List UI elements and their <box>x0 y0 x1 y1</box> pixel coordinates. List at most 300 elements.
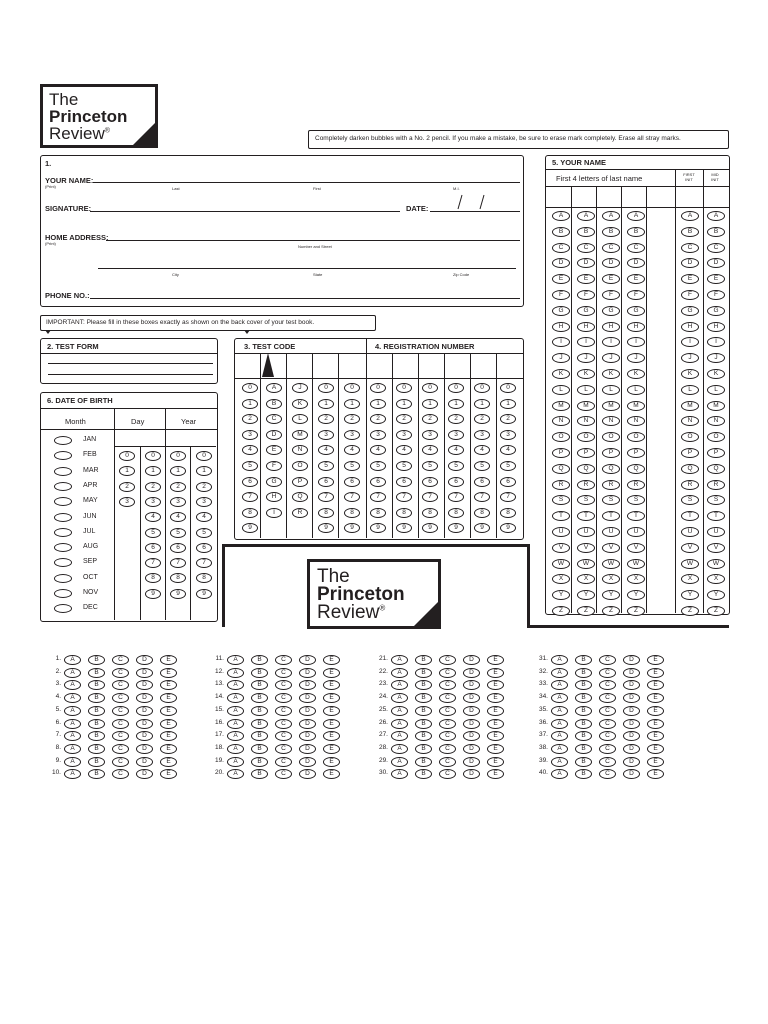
answer-bubble-a[interactable]: A <box>64 769 81 779</box>
name-bubble-f[interactable]: F <box>627 290 645 300</box>
answer-bubble-d[interactable]: D <box>299 744 316 754</box>
test-code-bubble-J[interactable]: J <box>292 383 308 393</box>
name-bubble-c[interactable]: C <box>577 243 595 253</box>
name-bubble-x[interactable]: X <box>577 574 595 584</box>
reg-number-bubble-9[interactable]: 9 <box>448 523 464 533</box>
name-bubble-j[interactable]: J <box>627 353 645 363</box>
date-field[interactable] <box>430 211 520 212</box>
name-bubble-v[interactable]: V <box>681 543 699 553</box>
year2-bubble-3[interactable]: 3 <box>196 497 212 507</box>
answer-bubble-d[interactable]: D <box>623 757 640 767</box>
answer-bubble-c[interactable]: C <box>275 719 292 729</box>
answer-bubble-b[interactable]: B <box>575 706 592 716</box>
answer-bubble-d[interactable]: D <box>299 757 316 767</box>
answer-bubble-e[interactable]: E <box>323 769 340 779</box>
day1-bubble-0[interactable]: 0 <box>119 451 135 461</box>
name-bubble-w[interactable]: W <box>707 559 725 569</box>
reg-number-bubble-3[interactable]: 3 <box>396 430 412 440</box>
answer-bubble-c[interactable]: C <box>599 706 616 716</box>
name-bubble-q[interactable]: Q <box>577 464 595 474</box>
answer-bubble-b[interactable]: B <box>415 706 432 716</box>
answer-bubble-d[interactable]: D <box>299 655 316 665</box>
test-code-bubble-G[interactable]: G <box>266 477 282 487</box>
year1-bubble-4[interactable]: 4 <box>170 512 186 522</box>
answer-bubble-b[interactable]: B <box>575 757 592 767</box>
name-bubble-y[interactable]: Y <box>681 590 699 600</box>
day2-bubble-8[interactable]: 8 <box>145 573 161 583</box>
answer-bubble-a[interactable]: A <box>551 680 568 690</box>
reg-number-bubble-4[interactable]: 4 <box>396 445 412 455</box>
name-bubble-i[interactable]: I <box>602 337 620 347</box>
test-code-bubble-6[interactable]: 6 <box>318 477 334 487</box>
name-bubble-g[interactable]: G <box>552 306 570 316</box>
name-bubble-k[interactable]: K <box>552 369 570 379</box>
reg-number-bubble-7[interactable]: 7 <box>474 492 490 502</box>
answer-bubble-a[interactable]: A <box>391 668 408 678</box>
test-code-bubble-F[interactable]: F <box>266 461 282 471</box>
answer-bubble-e[interactable]: E <box>323 668 340 678</box>
name-bubble-n[interactable]: N <box>552 416 570 426</box>
name-bubble-n[interactable]: N <box>681 416 699 426</box>
answer-bubble-d[interactable]: D <box>136 769 153 779</box>
name-bubble-k[interactable]: K <box>707 369 725 379</box>
answer-bubble-e[interactable]: E <box>160 680 177 690</box>
answer-bubble-d[interactable]: D <box>623 731 640 741</box>
name-bubble-a[interactable]: A <box>552 211 570 221</box>
answer-bubble-d[interactable]: D <box>136 719 153 729</box>
answer-bubble-e[interactable]: E <box>647 668 664 678</box>
name-bubble-c[interactable]: C <box>602 243 620 253</box>
answer-bubble-e[interactable]: E <box>487 680 504 690</box>
test-code-bubble-5[interactable]: 5 <box>318 461 334 471</box>
name-bubble-o[interactable]: O <box>707 432 725 442</box>
test-code-bubble-A[interactable]: A <box>266 383 282 393</box>
name-bubble-g[interactable]: G <box>681 306 699 316</box>
test-code-bubble-I[interactable]: I <box>266 508 282 518</box>
test-code-bubble-6[interactable]: 6 <box>344 477 360 487</box>
name-bubble-a[interactable]: A <box>577 211 595 221</box>
answer-bubble-c[interactable]: C <box>112 706 129 716</box>
answer-bubble-c[interactable]: C <box>439 706 456 716</box>
reg-number-bubble-9[interactable]: 9 <box>474 523 490 533</box>
name-bubble-z[interactable]: Z <box>577 606 595 616</box>
answer-bubble-d[interactable]: D <box>299 719 316 729</box>
name-bubble-z[interactable]: Z <box>627 606 645 616</box>
reg-number-bubble-2[interactable]: 2 <box>422 414 438 424</box>
answer-bubble-c[interactable]: C <box>599 693 616 703</box>
name-bubble-i[interactable]: I <box>552 337 570 347</box>
answer-bubble-e[interactable]: E <box>487 668 504 678</box>
name-bubble-q[interactable]: Q <box>707 464 725 474</box>
answer-bubble-a[interactable]: A <box>391 769 408 779</box>
name-bubble-j[interactable]: J <box>552 353 570 363</box>
name-bubble-y[interactable]: Y <box>602 590 620 600</box>
test-code-bubble-H[interactable]: H <box>266 492 282 502</box>
answer-bubble-e[interactable]: E <box>323 719 340 729</box>
answer-bubble-b[interactable]: B <box>88 693 105 703</box>
answer-bubble-a[interactable]: A <box>64 706 81 716</box>
name-bubble-g[interactable]: G <box>602 306 620 316</box>
name-bubble-y[interactable]: Y <box>552 590 570 600</box>
answer-bubble-c[interactable]: C <box>112 769 129 779</box>
reg-number-bubble-5[interactable]: 5 <box>370 461 386 471</box>
answer-bubble-c[interactable]: C <box>275 706 292 716</box>
answer-bubble-c[interactable]: C <box>599 719 616 729</box>
answer-bubble-a[interactable]: A <box>391 757 408 767</box>
name-bubble-i[interactable]: I <box>681 337 699 347</box>
year1-bubble-3[interactable]: 3 <box>170 497 186 507</box>
year2-bubble-7[interactable]: 7 <box>196 558 212 568</box>
name-bubble-z[interactable]: Z <box>681 606 699 616</box>
answer-bubble-b[interactable]: B <box>88 744 105 754</box>
reg-number-bubble-3[interactable]: 3 <box>422 430 438 440</box>
name-bubble-b[interactable]: B <box>707 227 725 237</box>
name-bubble-g[interactable]: G <box>707 306 725 316</box>
year2-bubble-4[interactable]: 4 <box>196 512 212 522</box>
year2-bubble-2[interactable]: 2 <box>196 482 212 492</box>
name-bubble-q[interactable]: Q <box>602 464 620 474</box>
name-bubble-d[interactable]: D <box>707 258 725 268</box>
answer-bubble-b[interactable]: B <box>251 731 268 741</box>
reg-number-bubble-7[interactable]: 7 <box>370 492 386 502</box>
name-bubble-z[interactable]: Z <box>552 606 570 616</box>
answer-bubble-a[interactable]: A <box>551 757 568 767</box>
reg-number-bubble-6[interactable]: 6 <box>500 477 516 487</box>
answer-bubble-b[interactable]: B <box>575 719 592 729</box>
answer-bubble-c[interactable]: C <box>439 680 456 690</box>
name-bubble-n[interactable]: N <box>627 416 645 426</box>
answer-bubble-d[interactable]: D <box>463 706 480 716</box>
year2-bubble-0[interactable]: 0 <box>196 451 212 461</box>
name-bubble-y[interactable]: Y <box>577 590 595 600</box>
name-bubble-s[interactable]: S <box>577 495 595 505</box>
answer-bubble-c[interactable]: C <box>112 744 129 754</box>
answer-bubble-e[interactable]: E <box>487 744 504 754</box>
answer-bubble-d[interactable]: D <box>463 655 480 665</box>
test-code-bubble-E[interactable]: E <box>266 445 282 455</box>
answer-bubble-c[interactable]: C <box>599 731 616 741</box>
name-bubble-e[interactable]: E <box>707 274 725 284</box>
year1-bubble-8[interactable]: 8 <box>170 573 186 583</box>
answer-bubble-b[interactable]: B <box>415 757 432 767</box>
test-code-bubble-3[interactable]: 3 <box>344 430 360 440</box>
name-bubble-s[interactable]: S <box>552 495 570 505</box>
name-bubble-t[interactable]: T <box>681 511 699 521</box>
answer-bubble-b[interactable]: B <box>415 719 432 729</box>
answer-bubble-a[interactable]: A <box>64 680 81 690</box>
name-bubble-v[interactable]: V <box>602 543 620 553</box>
day2-bubble-3[interactable]: 3 <box>145 497 161 507</box>
name-bubble-v[interactable]: V <box>627 543 645 553</box>
name-bubble-x[interactable]: X <box>552 574 570 584</box>
name-bubble-l[interactable]: L <box>681 385 699 395</box>
answer-bubble-e[interactable]: E <box>160 693 177 703</box>
name-bubble-n[interactable]: N <box>707 416 725 426</box>
name-bubble-b[interactable]: B <box>627 227 645 237</box>
answer-bubble-a[interactable]: A <box>227 731 244 741</box>
name-bubble-v[interactable]: V <box>577 543 595 553</box>
answer-bubble-c[interactable]: C <box>275 668 292 678</box>
answer-bubble-e[interactable]: E <box>647 706 664 716</box>
answer-bubble-e[interactable]: E <box>647 731 664 741</box>
answer-bubble-c[interactable]: C <box>275 693 292 703</box>
day2-bubble-7[interactable]: 7 <box>145 558 161 568</box>
reg-number-bubble-0[interactable]: 0 <box>474 383 490 393</box>
day2-bubble-0[interactable]: 0 <box>145 451 161 461</box>
answer-bubble-d[interactable]: D <box>623 668 640 678</box>
answer-bubble-d[interactable]: D <box>463 680 480 690</box>
name-bubble-t[interactable]: T <box>602 511 620 521</box>
name-bubble-m[interactable]: M <box>707 401 725 411</box>
answer-bubble-c[interactable]: C <box>112 757 129 767</box>
name-bubble-a[interactable]: A <box>627 211 645 221</box>
test-code-bubble-7[interactable]: 7 <box>318 492 334 502</box>
answer-bubble-e[interactable]: E <box>487 719 504 729</box>
answer-bubble-b[interactable]: B <box>251 719 268 729</box>
answer-bubble-e[interactable]: E <box>323 655 340 665</box>
reg-number-bubble-6[interactable]: 6 <box>396 477 412 487</box>
name-bubble-s[interactable]: S <box>681 495 699 505</box>
test-code-bubble-5[interactable]: 5 <box>242 461 258 471</box>
answer-bubble-d[interactable]: D <box>136 668 153 678</box>
answer-bubble-d[interactable]: D <box>623 693 640 703</box>
answer-bubble-e[interactable]: E <box>647 719 664 729</box>
test-code-bubble-4[interactable]: 4 <box>344 445 360 455</box>
answer-bubble-b[interactable]: B <box>415 680 432 690</box>
reg-number-bubble-1[interactable]: 1 <box>500 399 516 409</box>
answer-bubble-b[interactable]: B <box>415 744 432 754</box>
answer-bubble-e[interactable]: E <box>647 655 664 665</box>
answer-bubble-d[interactable]: D <box>136 757 153 767</box>
answer-bubble-b[interactable]: B <box>415 668 432 678</box>
name-bubble-h[interactable]: H <box>627 322 645 332</box>
answer-bubble-a[interactable]: A <box>64 693 81 703</box>
name-bubble-w[interactable]: W <box>602 559 620 569</box>
answer-bubble-a[interactable]: A <box>551 655 568 665</box>
test-code-bubble-7[interactable]: 7 <box>242 492 258 502</box>
name-bubble-i[interactable]: I <box>627 337 645 347</box>
name-bubble-e[interactable]: E <box>577 274 595 284</box>
day2-bubble-9[interactable]: 9 <box>145 589 161 599</box>
answer-bubble-a[interactable]: A <box>391 706 408 716</box>
reg-number-bubble-2[interactable]: 2 <box>370 414 386 424</box>
name-bubble-u[interactable]: U <box>627 527 645 537</box>
answer-bubble-b[interactable]: B <box>88 706 105 716</box>
answer-bubble-e[interactable]: E <box>323 757 340 767</box>
month-bubble-mar[interactable] <box>54 467 72 476</box>
answer-bubble-e[interactable]: E <box>323 706 340 716</box>
answer-bubble-c[interactable]: C <box>599 655 616 665</box>
day1-bubble-1[interactable]: 1 <box>119 466 135 476</box>
name-bubble-o[interactable]: O <box>681 432 699 442</box>
reg-number-bubble-1[interactable]: 1 <box>448 399 464 409</box>
answer-bubble-c[interactable]: C <box>275 744 292 754</box>
name-bubble-h[interactable]: H <box>707 322 725 332</box>
answer-bubble-c[interactable]: C <box>112 680 129 690</box>
answer-bubble-a[interactable]: A <box>64 744 81 754</box>
name-bubble-j[interactable]: J <box>577 353 595 363</box>
test-form-field-2[interactable] <box>48 374 213 375</box>
reg-number-bubble-5[interactable]: 5 <box>448 461 464 471</box>
reg-number-bubble-4[interactable]: 4 <box>370 445 386 455</box>
day2-bubble-1[interactable]: 1 <box>145 466 161 476</box>
reg-number-bubble-2[interactable]: 2 <box>396 414 412 424</box>
answer-bubble-e[interactable]: E <box>160 706 177 716</box>
answer-bubble-c[interactable]: C <box>439 769 456 779</box>
test-code-bubble-0[interactable]: 0 <box>242 383 258 393</box>
name-bubble-p[interactable]: P <box>627 448 645 458</box>
answer-bubble-e[interactable]: E <box>487 757 504 767</box>
name-bubble-m[interactable]: M <box>681 401 699 411</box>
answer-bubble-c[interactable]: C <box>439 731 456 741</box>
reg-number-bubble-4[interactable]: 4 <box>474 445 490 455</box>
year1-bubble-2[interactable]: 2 <box>170 482 186 492</box>
year1-bubble-5[interactable]: 5 <box>170 528 186 538</box>
answer-bubble-d[interactable]: D <box>299 693 316 703</box>
answer-bubble-a[interactable]: A <box>551 744 568 754</box>
answer-bubble-b[interactable]: B <box>575 668 592 678</box>
test-code-bubble-3[interactable]: 3 <box>242 430 258 440</box>
answer-bubble-c[interactable]: C <box>275 680 292 690</box>
answer-bubble-d[interactable]: D <box>299 706 316 716</box>
name-bubble-x[interactable]: X <box>707 574 725 584</box>
name-bubble-c[interactable]: C <box>552 243 570 253</box>
name-bubble-m[interactable]: M <box>627 401 645 411</box>
answer-bubble-c[interactable]: C <box>275 757 292 767</box>
reg-number-bubble-7[interactable]: 7 <box>396 492 412 502</box>
answer-bubble-a[interactable]: A <box>391 744 408 754</box>
name-bubble-o[interactable]: O <box>627 432 645 442</box>
name-bubble-a[interactable]: A <box>681 211 699 221</box>
answer-bubble-d[interactable]: D <box>463 757 480 767</box>
answer-bubble-d[interactable]: D <box>463 744 480 754</box>
phone-field[interactable] <box>90 298 520 299</box>
answer-bubble-e[interactable]: E <box>323 731 340 741</box>
answer-bubble-d[interactable]: D <box>623 680 640 690</box>
answer-bubble-a[interactable]: A <box>551 731 568 741</box>
year2-bubble-1[interactable]: 1 <box>196 466 212 476</box>
month-bubble-oct[interactable] <box>54 574 72 583</box>
answer-bubble-c[interactable]: C <box>112 731 129 741</box>
answer-bubble-b[interactable]: B <box>251 680 268 690</box>
reg-number-bubble-9[interactable]: 9 <box>422 523 438 533</box>
name-bubble-p[interactable]: P <box>707 448 725 458</box>
reg-number-bubble-0[interactable]: 0 <box>422 383 438 393</box>
name-bubble-r[interactable]: R <box>577 480 595 490</box>
answer-bubble-b[interactable]: B <box>575 680 592 690</box>
reg-number-bubble-0[interactable]: 0 <box>370 383 386 393</box>
signature-field[interactable] <box>90 211 400 212</box>
test-code-bubble-3[interactable]: 3 <box>318 430 334 440</box>
name-bubble-b[interactable]: B <box>602 227 620 237</box>
answer-bubble-c[interactable]: C <box>439 668 456 678</box>
name-bubble-x[interactable]: X <box>627 574 645 584</box>
name-bubble-s[interactable]: S <box>602 495 620 505</box>
name-bubble-n[interactable]: N <box>577 416 595 426</box>
name-bubble-x[interactable]: X <box>681 574 699 584</box>
answer-bubble-b[interactable]: B <box>251 693 268 703</box>
day2-bubble-4[interactable]: 4 <box>145 512 161 522</box>
answer-bubble-d[interactable]: D <box>299 731 316 741</box>
reg-number-bubble-9[interactable]: 9 <box>396 523 412 533</box>
reg-number-bubble-1[interactable]: 1 <box>474 399 490 409</box>
name-bubble-d[interactable]: D <box>552 258 570 268</box>
name-bubble-u[interactable]: U <box>577 527 595 537</box>
year2-bubble-5[interactable]: 5 <box>196 528 212 538</box>
answer-bubble-d[interactable]: D <box>136 693 153 703</box>
answer-bubble-e[interactable]: E <box>323 744 340 754</box>
name-bubble-p[interactable]: P <box>681 448 699 458</box>
city-state-zip-field[interactable] <box>98 268 516 269</box>
year2-bubble-9[interactable]: 9 <box>196 589 212 599</box>
reg-number-bubble-5[interactable]: 5 <box>500 461 516 471</box>
answer-bubble-a[interactable]: A <box>391 731 408 741</box>
reg-number-bubble-2[interactable]: 2 <box>474 414 490 424</box>
answer-bubble-d[interactable]: D <box>136 706 153 716</box>
test-code-bubble-6[interactable]: 6 <box>242 477 258 487</box>
name-bubble-s[interactable]: S <box>707 495 725 505</box>
name-bubble-k[interactable]: K <box>602 369 620 379</box>
name-bubble-i[interactable]: I <box>577 337 595 347</box>
answer-bubble-d[interactable]: D <box>463 731 480 741</box>
answer-bubble-a[interactable]: A <box>551 668 568 678</box>
name-bubble-g[interactable]: G <box>577 306 595 316</box>
reg-number-bubble-9[interactable]: 9 <box>370 523 386 533</box>
name-bubble-r[interactable]: R <box>552 480 570 490</box>
name-bubble-j[interactable]: J <box>602 353 620 363</box>
name-bubble-r[interactable]: R <box>602 480 620 490</box>
answer-bubble-e[interactable]: E <box>647 744 664 754</box>
answer-bubble-e[interactable]: E <box>487 693 504 703</box>
answer-bubble-c[interactable]: C <box>275 655 292 665</box>
answer-bubble-b[interactable]: B <box>251 757 268 767</box>
answer-bubble-a[interactable]: A <box>64 731 81 741</box>
reg-number-bubble-6[interactable]: 6 <box>422 477 438 487</box>
reg-number-bubble-6[interactable]: 6 <box>474 477 490 487</box>
answer-bubble-a[interactable]: A <box>551 719 568 729</box>
reg-number-bubble-5[interactable]: 5 <box>422 461 438 471</box>
reg-number-bubble-5[interactable]: 5 <box>474 461 490 471</box>
name-bubble-l[interactable]: L <box>627 385 645 395</box>
answer-bubble-b[interactable]: B <box>251 668 268 678</box>
answer-bubble-b[interactable]: B <box>251 655 268 665</box>
year1-bubble-1[interactable]: 1 <box>170 466 186 476</box>
answer-bubble-e[interactable]: E <box>160 668 177 678</box>
name-bubble-l[interactable]: L <box>707 385 725 395</box>
answer-bubble-d[interactable]: D <box>136 731 153 741</box>
answer-bubble-b[interactable]: B <box>575 744 592 754</box>
answer-bubble-a[interactable]: A <box>227 744 244 754</box>
name-bubble-a[interactable]: A <box>707 211 725 221</box>
name-bubble-h[interactable]: H <box>602 322 620 332</box>
name-bubble-t[interactable]: T <box>577 511 595 521</box>
reg-number-bubble-0[interactable]: 0 <box>500 383 516 393</box>
name-bubble-d[interactable]: D <box>577 258 595 268</box>
answer-bubble-a[interactable]: A <box>64 719 81 729</box>
test-form-field-1[interactable] <box>48 363 213 364</box>
name-bubble-q[interactable]: Q <box>681 464 699 474</box>
name-bubble-z[interactable]: Z <box>707 606 725 616</box>
day2-bubble-2[interactable]: 2 <box>145 482 161 492</box>
home-address-field[interactable] <box>106 240 520 241</box>
reg-number-bubble-8[interactable]: 8 <box>500 508 516 518</box>
answer-bubble-e[interactable]: E <box>160 757 177 767</box>
name-bubble-v[interactable]: V <box>552 543 570 553</box>
reg-number-bubble-9[interactable]: 9 <box>500 523 516 533</box>
answer-bubble-b[interactable]: B <box>88 769 105 779</box>
name-bubble-q[interactable]: Q <box>552 464 570 474</box>
answer-bubble-d[interactable]: D <box>623 719 640 729</box>
